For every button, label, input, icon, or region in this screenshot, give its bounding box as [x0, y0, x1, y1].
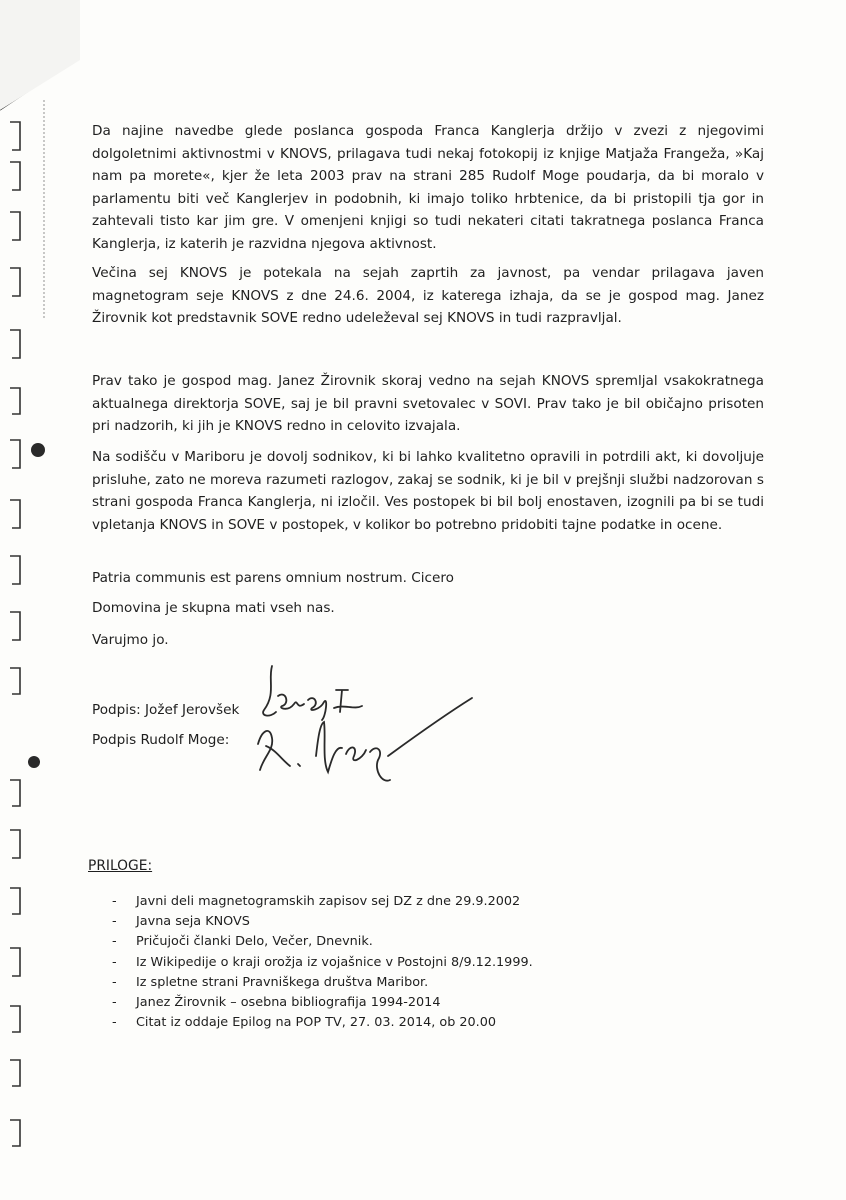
- latin-quote: Patria communis est parens omnium nostrum. Cicero: [92, 570, 454, 586]
- handwritten-signatures: [250, 660, 480, 810]
- folded-corner: [0, 0, 80, 120]
- paragraph-1: Da najine navedbe glede poslanca gospoda Franca Kanglerja držijo v zvezi z njegovimi dolgoletnimi aktivnostmi v KNOVS, prilagava tudi nekaj fotokopij iz knjige Matjaža Frangeža, »Kaj nam pa morete«, kjer že leta 2003 prav na strani 285 Rudolf Moge poudarja, da bi moralo v parlamentu biti več Kanglerjev in podobnih, ki imajo toliko hrbtenice, da bi pristopili tja gor in zahtevali tisto kar jim gre. V omenjeni knjigi so tudi nekateri citati takratnega poslanca Franca Kanglerja, iz katerih je razvidna njegova aktivnost.: [92, 123, 764, 252]
- signature-label-jerovsek: Podpis: Jožef Jerovšek: [92, 702, 240, 718]
- list-item: - Janez Žirovnik – osebna bibliografija 1994-2014: [112, 993, 533, 1013]
- list-item: - Pričujoči članki Delo, Večer, Dnevnik.: [112, 932, 533, 952]
- list-item: - Javna seja KNOVS: [112, 912, 533, 932]
- list-item: - Iz spletne strani Pravniškega društva Maribor.: [112, 973, 533, 993]
- binder-marks: [0, 0, 70, 1200]
- list-item: - Javni deli magnetogramskih zapisov sej DZ z dne 29.9.2002: [112, 892, 533, 912]
- slovene-quote: Domovina je skupna mati vseh nas.: [92, 600, 335, 616]
- signature-label-moge: Podpis Rudolf Moge:: [92, 732, 230, 748]
- closing-line: Varujmo jo.: [92, 632, 169, 648]
- list-item: - Iz Wikipedije o kraji orožja iz vojašnice v Postojni 8/9.12.1999.: [112, 953, 533, 973]
- attachments-list: [112, 892, 533, 1033]
- list-item: - Citat iz oddaje Epilog na POP TV, 27. 03. 2014, ob 20.00: [112, 1013, 533, 1033]
- attachments-title: PRILOGE:: [88, 858, 153, 874]
- paragraph-3: Prav tako je gospod mag. Janez Žirovnik skoraj vedno na sejah KNOVS spremljal vsakokratnega aktualnega direktorja SOVE, saj je bil pravni svetovalec v SOVI. Prav tako je bil običajno prisoten pri nadzorih, ki jih je KNOVS redno in celovito izvajala.: [92, 373, 764, 434]
- paragraph-2: Večina sej KNOVS je potekala na sejah zaprtih za javnost, pa vendar prilagava javen magnetogram seje KNOVS z dne 24.6. 2004, iz katerega izhaja, da se je gospod mag. Janez Žirovnik kot predstavnik SOVE redno udeleževal sej KNOVS in tudi razpravljal.: [92, 265, 764, 326]
- paragraph-4: Na sodišču v Mariboru je dovolj sodnikov, ki bi lahko kvalitetno opravili in potrdili akt, ki dovoljuje prisluhe, zato ne moreva razumeti razlogov, zakaj se sodnik, ki je bil v prejšnji službi nadzorovan s strani gospoda Franca Kanglerja, ni izločil. Ves postopek bi bil bolj enostaven, izognili pa bi se tudi vpletanja KNOVS in SOVE v postopek, v kolikor bo potrebno pridobiti tajne podatke in ocene.: [92, 449, 764, 533]
